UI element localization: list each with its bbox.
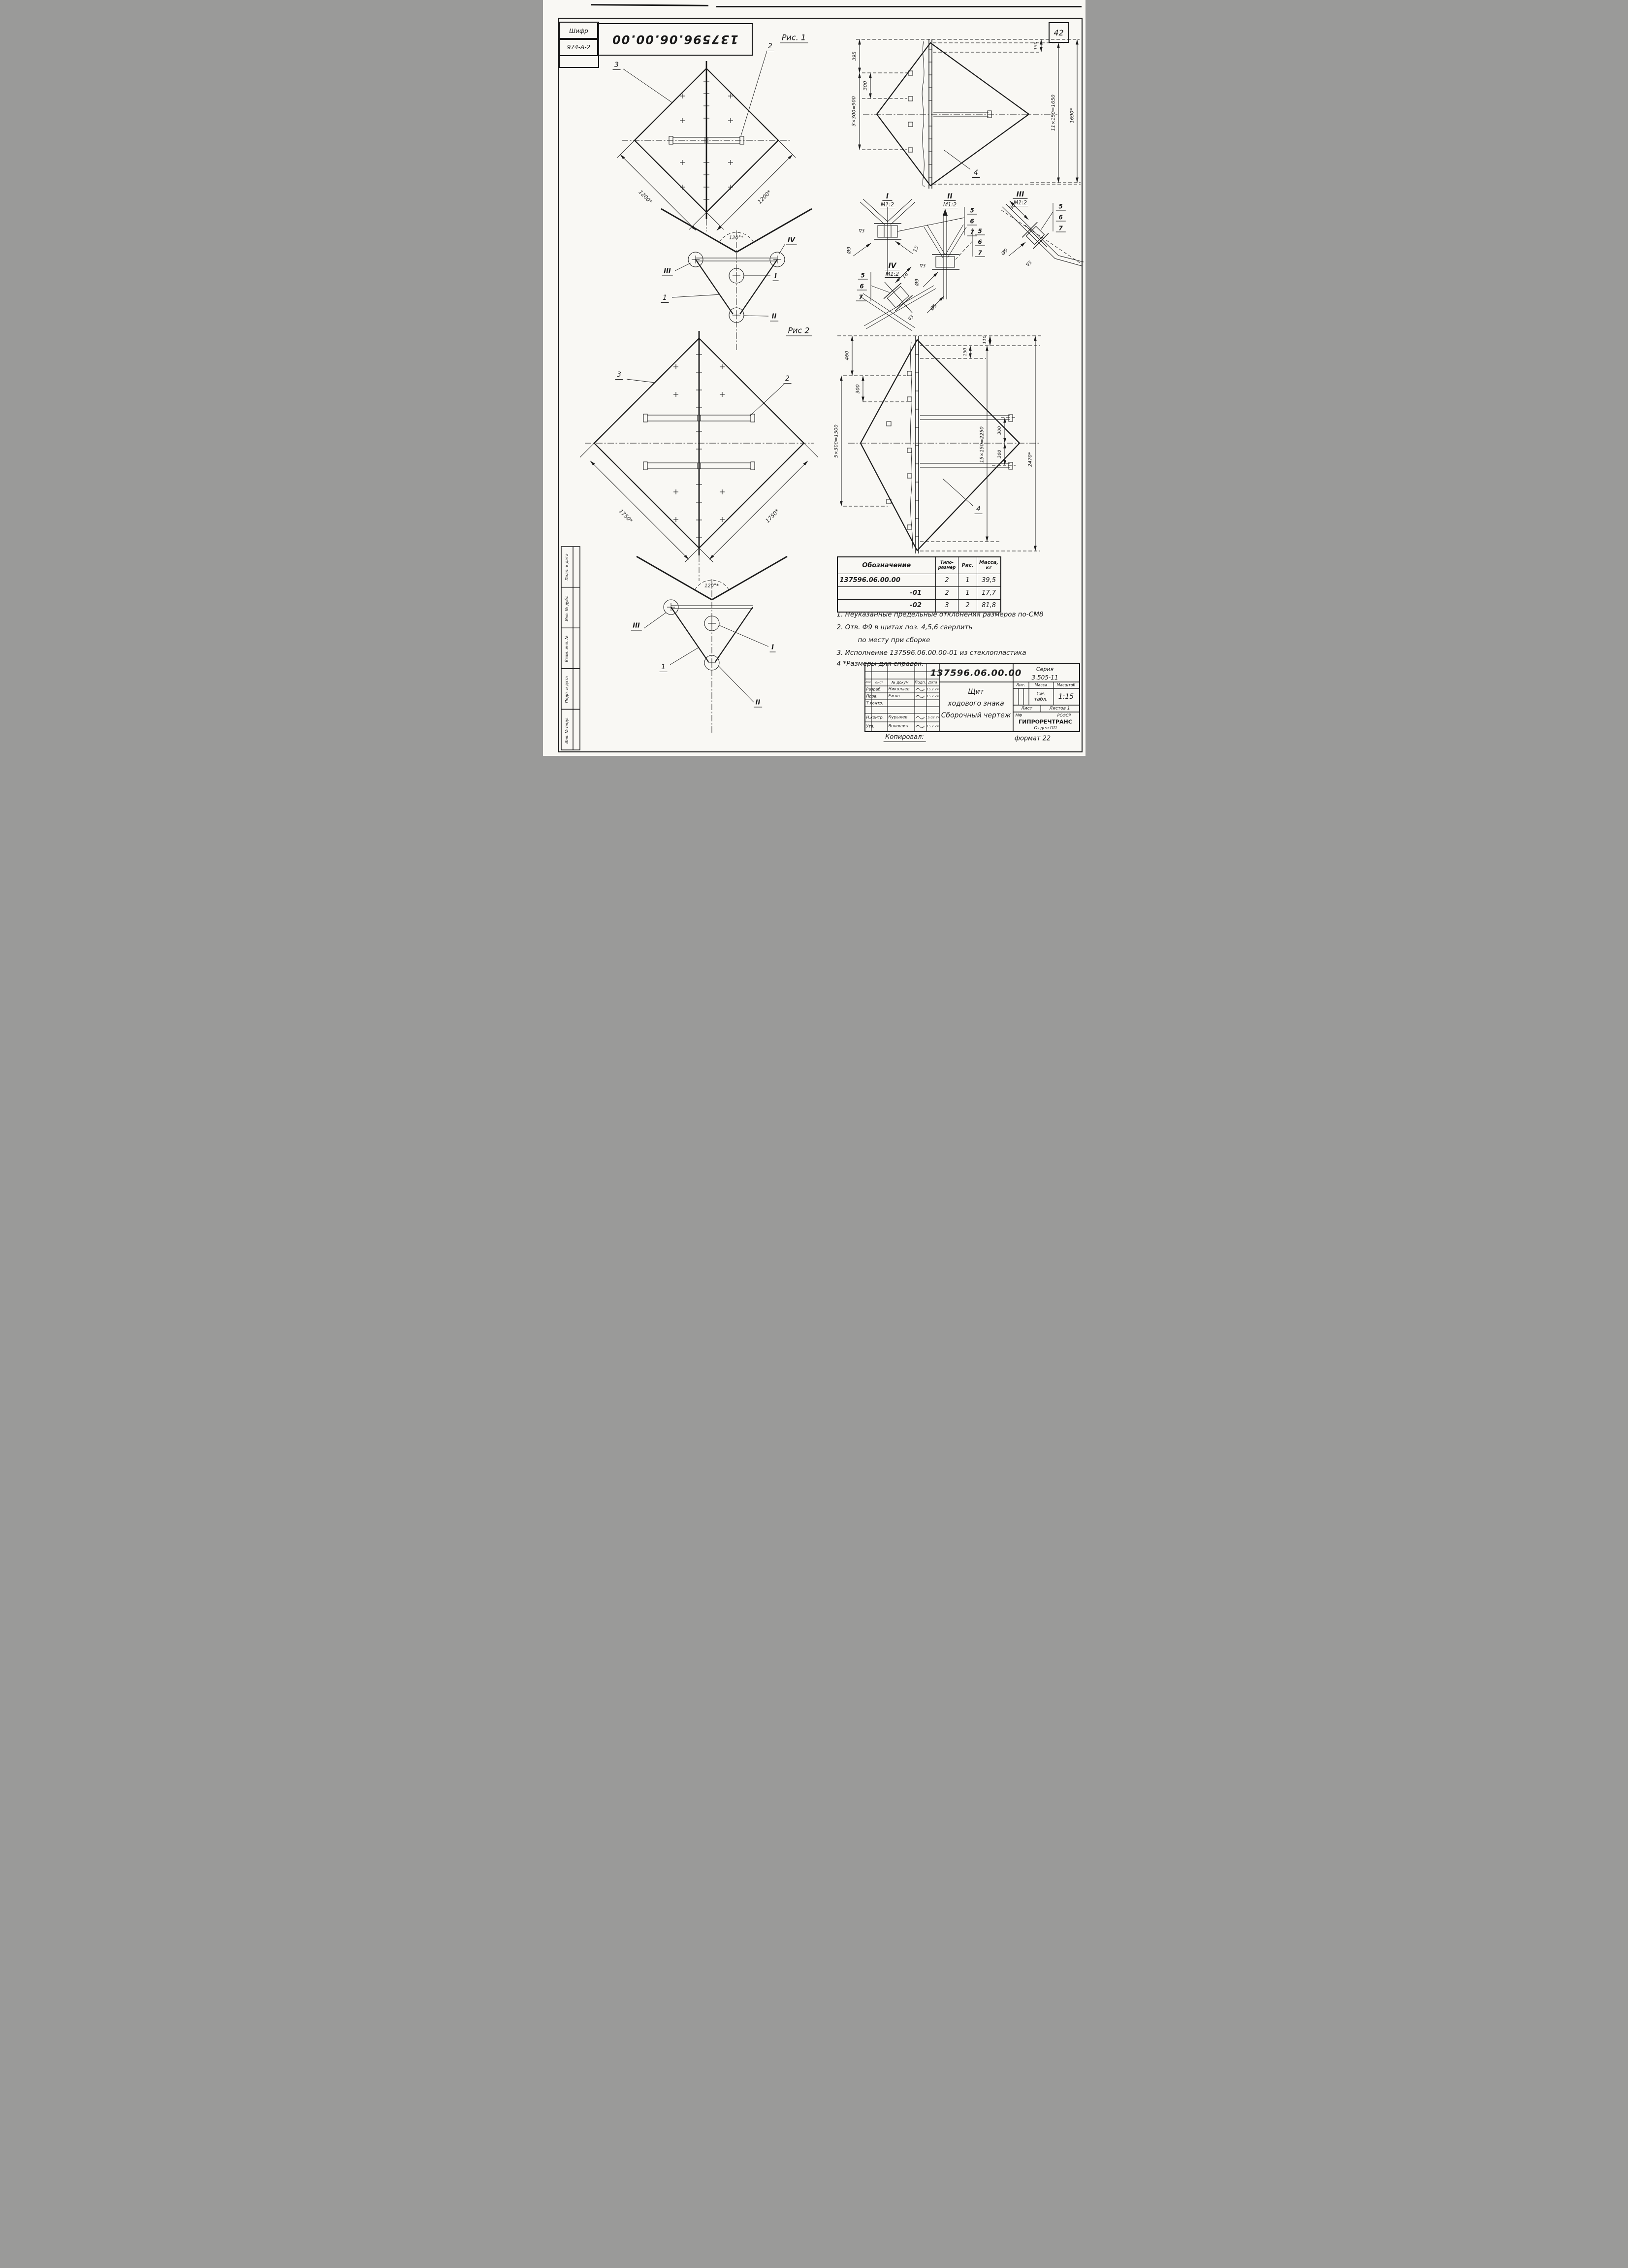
detail-4-callout-6: 6	[857, 283, 866, 291]
table-cell-designation: -01	[837, 586, 936, 599]
titleblock-org-rsfsr: РСФСР	[1057, 713, 1071, 718]
table-cell-designation: -02	[837, 599, 936, 612]
table-cell-fig: 1	[958, 574, 977, 586]
sidebar-label: Подп. и дата	[565, 553, 569, 581]
detail-4-roughness: ∇3	[907, 314, 915, 322]
fig1-section-i-label: I	[772, 273, 779, 281]
sidebar-cell-inv-podl	[561, 710, 573, 750]
format-label: формат 22	[1014, 735, 1051, 743]
sheet-border-frame	[558, 18, 1083, 752]
titleblock-series-value: 3.505-11	[1031, 674, 1058, 681]
note-4: 4 *Размеры для справок.	[836, 660, 924, 668]
detail-3-number: III	[1013, 191, 1028, 199]
titleblock-hdr-doc: № докум.	[892, 680, 910, 685]
titleblock-date-ncontrol: 15.02.74	[926, 715, 940, 719]
fig2-dim-2250: 15×150=2250	[979, 426, 985, 463]
fig2-pos3-label: 3	[615, 371, 623, 380]
fig1-pos4-label: 4	[972, 169, 980, 178]
titleblock-name-ncontrol: Курылев	[888, 715, 908, 720]
fig2-angle-label: 120°*	[704, 583, 719, 589]
detail-1-scale: М1:2	[880, 201, 894, 208]
titleblock-scale-label: Масштаб	[1056, 682, 1076, 687]
fig1-angle-label: 120°*	[729, 235, 744, 241]
titleblock-org-dept: Отдел ПП	[1034, 726, 1057, 731]
table-row	[837, 586, 1001, 599]
titleblock-date-checker: 15.2.74	[926, 694, 939, 698]
fig2-dim-1750-left: 1750*	[617, 508, 634, 524]
detail-1-dia: Ø9	[846, 246, 852, 254]
sidebar-label: Инв. № подл.	[565, 716, 570, 744]
table-cell-typesize: 3	[936, 599, 958, 612]
detail-3-header	[1013, 191, 1028, 206]
sidebar-cell-sign-date-1	[561, 547, 573, 587]
detail-1-number: I	[883, 193, 892, 201]
fig1-pos1-label: 1	[661, 294, 669, 303]
titleblock-sheet-label: Лист	[1021, 706, 1032, 711]
fig2-pos1-label: 1	[659, 663, 668, 672]
table-cell-mass: 81,8	[977, 599, 1001, 612]
titleblock-sheets-label: Листов 1	[1049, 706, 1070, 711]
detail-2-header	[942, 193, 958, 208]
fig1-dim-900: 3×300=900	[851, 96, 857, 127]
titleblock-hdr-sign: Подп.	[915, 680, 926, 685]
detail-2-callout-7: 7	[975, 250, 985, 257]
detail-3-callout-6: 6	[1055, 214, 1065, 222]
fig2-dim-300-lower: 300	[997, 450, 1002, 458]
titleblock-mass-label: Масса	[1034, 682, 1048, 687]
titleblock-scale-value: 1:15	[1058, 693, 1074, 701]
fig1-dim-300: 300	[862, 81, 868, 91]
table-cell-typesize: 2	[936, 574, 958, 586]
titleblock-role-tcontrol: Т.контр.	[866, 701, 884, 706]
detail-3-callout-5: 5	[1055, 203, 1065, 211]
table-header-designation: Обозначение	[837, 557, 936, 574]
titleblock-date-developer: 15.2.74	[926, 687, 939, 691]
detail-2-dia: Ø9	[914, 278, 920, 286]
fig1-section-iii-label: III	[662, 268, 673, 276]
table-cell-fig: 2	[958, 599, 977, 612]
detail-1-callout-5: 5	[967, 207, 977, 215]
detail-4-number: IV	[885, 262, 899, 270]
detail-3-callout-7: 7	[1055, 225, 1065, 232]
titleblock-org-mf: МФ	[1015, 713, 1022, 718]
detail-4-callout-7: 7	[856, 294, 865, 301]
fig1-dim-150: 150	[1033, 41, 1039, 50]
titleblock-name-checker: Ежов	[888, 694, 900, 699]
titleblock-date-approver: 15.2.74	[926, 724, 939, 728]
detail-1-len: 15	[912, 245, 920, 254]
drawing-sheet	[543, 0, 1085, 756]
sidebar-label: Подп. и дата	[565, 676, 569, 703]
fig2-pos2-label: 2	[783, 375, 792, 384]
detail-3-scale: М1:2	[1013, 199, 1027, 206]
detail-1-callout-7: 7	[967, 229, 977, 236]
fig1-dim-395: 395	[852, 51, 857, 61]
detail-2-roughness: ∇3	[920, 264, 926, 269]
cipher-box	[559, 22, 599, 40]
titleblock-name-developer: Николаев	[888, 687, 910, 692]
scan-edge-artifact	[716, 6, 1082, 7]
titleblock-lit-label: Лит.	[1016, 682, 1025, 687]
detail-1-roughness: ∇3	[859, 229, 865, 234]
note-2: 2. Отв. Ф9 в щитах поз. 4,5,6 сверлить	[836, 623, 973, 631]
detail-2-callout-5: 5	[975, 228, 985, 235]
fig1-dim-1690: 1690*	[1069, 108, 1075, 124]
fig2-dim-110: 110	[982, 335, 988, 344]
fig2-section-ii-label: II	[754, 699, 763, 708]
note-3: 3. Исполнение 137596.06.00.00-01 из стеклопластика	[836, 649, 1026, 657]
table-cell-mass: 17,7	[977, 586, 1001, 599]
designation-table	[837, 556, 1002, 613]
detail-4-dia: Ø9	[929, 303, 938, 312]
fig2-section-iii-label: III	[631, 622, 642, 631]
page-number-box	[1049, 22, 1069, 43]
detail-3-roughness: ∇3	[1025, 260, 1033, 268]
cipher-empty-box	[559, 54, 599, 68]
table-row	[837, 574, 1001, 586]
cipher-label: Шифр	[569, 27, 588, 34]
fig2-dim-1500: 5×300=1500	[833, 424, 839, 458]
fig2-dim-1750-right: 1750*	[764, 508, 780, 524]
titleblock-title-line3: Сборочный чертеж	[941, 712, 1011, 719]
fig2-dim-150: 150	[962, 348, 968, 356]
fig1-section-ii-label: II	[770, 313, 779, 322]
fig1-pos3-label: 3	[612, 61, 621, 70]
detail-2-callout-6: 6	[975, 239, 985, 246]
fig1-section-iv-label: IV	[786, 237, 797, 245]
stamp-box	[597, 23, 753, 56]
detail-4-scale: М1:2	[885, 271, 899, 277]
table-header-mass: Масса, кг	[977, 557, 1001, 574]
titleblock-title-line1: Щит	[968, 688, 984, 696]
titleblock-hdr-izm: Изм	[865, 681, 871, 684]
fig2-section-i-label: I	[769, 644, 776, 652]
stamp-number: 137596.06.00.00	[611, 32, 738, 46]
fig2-pos4-label: 4	[974, 505, 983, 514]
signature-squiggles	[916, 688, 925, 728]
detail-3-width: 30	[1008, 202, 1017, 211]
fig1-pos2-label: 2	[766, 42, 774, 51]
titleblock-org-name: ГИПРОРЕЧТРАНС	[1019, 718, 1072, 725]
titleblock-title-line2: ходового знака	[948, 700, 1004, 708]
detail-1-header	[880, 193, 895, 208]
titleblock-role-developer: Разраб.	[866, 687, 882, 692]
fig1-dim-1200-left: 1200*	[637, 189, 653, 205]
table-cell-designation: 137596.06.00.00	[837, 574, 936, 586]
title-block	[864, 663, 1080, 732]
sidebar-label: Взам. инв. №	[565, 635, 570, 662]
table-cell-fig: 1	[958, 586, 977, 599]
fig2-title: Рис 2	[786, 326, 811, 336]
titleblock-role-approver: Утв.	[866, 724, 875, 729]
note-2-continued: по месту при сборке	[858, 636, 930, 644]
detail-3-dia: Ø9	[1000, 248, 1009, 257]
detail-4-width: 16	[901, 271, 909, 280]
fig2-dim-300-upper: 300	[997, 426, 1002, 435]
detail-2-number: II	[944, 193, 956, 201]
detail-4-callout-5: 5	[858, 272, 867, 280]
titleblock-hdr-date: Дата	[928, 680, 937, 684]
titleblock-series-label: Серия	[1036, 666, 1054, 673]
titleblock-hdr-list: Лист	[875, 680, 883, 684]
fig1-dim-1650: 11×150=1650	[1051, 94, 1056, 131]
cipher-value: 974-А-2	[567, 43, 591, 51]
titleblock-mass-value: См. табл.	[1034, 691, 1048, 702]
detail-2-scale: М1:2	[943, 201, 957, 208]
detail-4-header	[885, 262, 900, 278]
titleblock-role-ncontrol: Н.контр.	[866, 715, 884, 720]
sidebar-label: Инв. № дубл.	[565, 594, 570, 621]
fig2-dim-460: 460	[844, 351, 850, 360]
fig1-dim-1200-right: 1200*	[756, 189, 772, 205]
cipher-value-box	[559, 38, 599, 56]
table-cell-typesize: 2	[936, 586, 958, 599]
titleblock-doc-number: 137596.06.00.00	[930, 668, 1022, 679]
detail-1-callout-6: 6	[967, 218, 977, 226]
fig2-dim-300: 300	[855, 384, 861, 394]
sidebar-cell-vzam-inv	[561, 628, 573, 669]
copied-label: Копировал:	[883, 734, 926, 742]
scan-edge-artifact	[591, 4, 708, 6]
sidebar-cell-inv-dupl	[561, 587, 573, 628]
table-header-typesize: Типо-размер	[936, 557, 958, 574]
sidebar-cell-sign-date-2	[561, 669, 573, 710]
note-1: 1. Неуказанные предельные отклонения размеров по-СМ8	[836, 611, 1044, 618]
table-header-fig: Рис.	[958, 557, 977, 574]
table-cell-mass: 39,5	[977, 574, 1001, 586]
titleblock-role-checker: Пров.	[866, 694, 878, 699]
fig1-title: Рис. 1	[780, 33, 808, 43]
titleblock-name-approver: Волошин	[888, 724, 909, 729]
fig2-dim-2470: 2470*	[1027, 452, 1033, 467]
page-number: 42	[1053, 28, 1064, 37]
